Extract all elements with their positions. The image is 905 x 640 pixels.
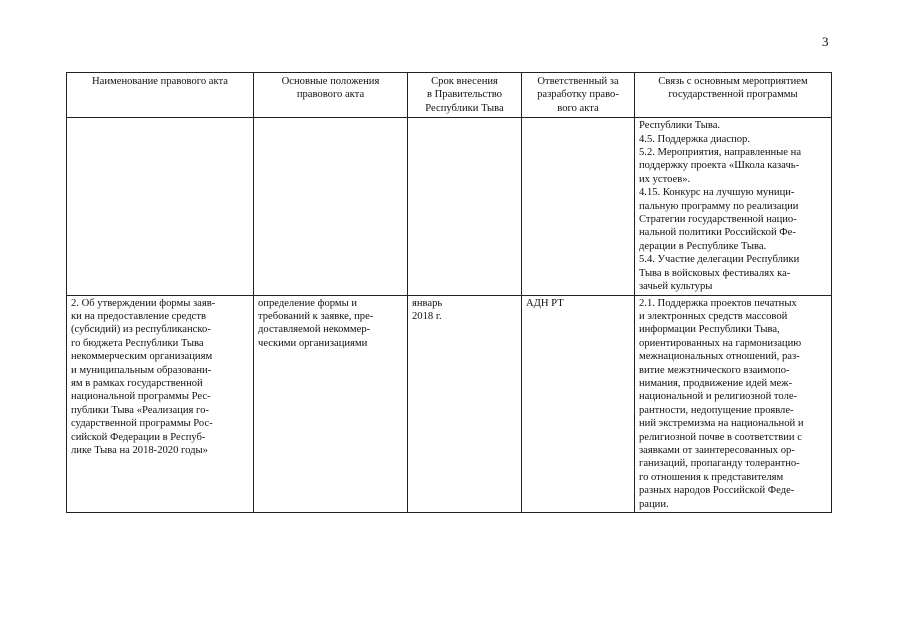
table-cell — [522, 118, 635, 295]
cell-line: межнациональных отношений, раз- — [639, 351, 800, 363]
header-text: вого акта — [557, 102, 599, 114]
cell-line: и электронных средств массовой — [639, 310, 788, 322]
cell-line: АДН РТ — [526, 297, 564, 309]
header-program-link — [635, 73, 832, 118]
cell-line: нимания, продвижение идей меж- — [639, 377, 793, 389]
cell-line: некоммерческим организациям — [71, 351, 213, 363]
table-cell-program-link — [635, 118, 832, 295]
table-cell — [254, 118, 408, 295]
cell-line: ям в рамках государственной — [71, 377, 203, 389]
cell-line: ки на предоставление средств — [71, 310, 206, 322]
cell-line: поддержку проекта «Школа казачь- — [639, 160, 800, 172]
header-text: государственной программы — [668, 89, 798, 101]
header-main-provisions — [254, 73, 408, 118]
table-row — [67, 295, 832, 513]
cell-line: го отношения к представителям — [639, 471, 784, 483]
cell-line: рантности, недопущение проявле- — [639, 404, 794, 416]
cell-line: 5.4. Участие делегации Республики — [639, 254, 800, 266]
table-cell-responsible — [522, 295, 635, 513]
cell-line: Тыва в войсковых фестивалях ка- — [639, 267, 791, 279]
table-cell — [67, 118, 254, 295]
cell-line: сударственной программы Рос- — [71, 418, 213, 430]
cell-line: и муниципальным образовани- — [71, 364, 212, 376]
header-text: Наименование правового акта — [92, 76, 228, 87]
cell-line: Стратегии государственной нацио- — [639, 214, 797, 226]
header-text: Связь с основным мероприятием — [658, 76, 808, 87]
cell-line: информации Республики Тыва, — [639, 324, 780, 336]
header-text: Ответственный за — [537, 76, 619, 87]
cell-line: заявками от заинтересованных ор- — [639, 444, 795, 456]
legal-acts-table — [66, 72, 832, 513]
cell-line: (субсидий) из республиканско- — [71, 324, 211, 336]
cell-line: их устоев». — [639, 173, 691, 185]
table-cell — [408, 118, 522, 295]
header-text: Срок внесения — [431, 76, 498, 87]
cell-line: требований к заявке, пре- — [258, 310, 374, 322]
cell-line: пальную программу по реализации — [639, 200, 799, 212]
cell-line: 2018 г. — [412, 310, 442, 322]
cell-line: национальной программы Рес- — [71, 391, 211, 403]
cell-line: ганизаций, пропаганду толерантно- — [639, 458, 800, 470]
cell-line: ориентированных на гармонизацию — [639, 337, 802, 349]
cell-line: национальной и религиозной толе- — [639, 391, 798, 403]
table-cell-program-link — [635, 295, 832, 513]
header-text: в Правительство — [427, 89, 502, 101]
cell-line: зачьей культуры — [639, 281, 713, 293]
cell-line: январь — [412, 297, 443, 309]
table-cell-deadline — [408, 295, 522, 513]
cell-line: ческими организациями — [258, 337, 368, 349]
table-row — [67, 118, 832, 295]
table-cell-main-provisions — [254, 295, 408, 513]
header-text: Основные положения — [281, 76, 380, 87]
header-text: Республики Тыва — [425, 102, 504, 114]
cell-line: 4.5. Поддержка диаспор. — [639, 133, 750, 145]
cell-line: Республики Тыва. — [639, 120, 721, 132]
cell-line: определение формы и — [258, 297, 358, 309]
header-responsible — [522, 73, 635, 118]
cell-line: ний экстремизма на национальной и — [639, 418, 804, 430]
table-cell-act-name — [67, 295, 254, 513]
cell-line: сийской Федерации в Респуб- — [71, 431, 206, 443]
cell-line: публики Тыва «Реализация го- — [71, 404, 209, 416]
cell-line: 4.15. Конкурс на лучшую муници- — [639, 187, 795, 199]
cell-line: дерации в Республике Тыва. — [639, 240, 767, 252]
cell-line: 5.2. Мероприятия, направленные на — [639, 147, 802, 159]
cell-line: 2.1. Поддержка проектов печатных — [639, 297, 797, 309]
cell-line: го бюджета Республики Тыва — [71, 337, 204, 349]
cell-line: разных народов Российской Феде- — [639, 485, 795, 497]
header-text: правового акта — [296, 89, 365, 101]
cell-line: 2. Об утверждении формы заяв- — [71, 297, 216, 309]
header-submission-deadline — [408, 73, 522, 118]
cell-line: рации. — [639, 498, 669, 510]
header-text: разработку право- — [537, 89, 619, 101]
cell-line: лике Тыва на 2018-2020 годы» — [71, 444, 208, 456]
cell-line: нальной политики Российской Фе- — [639, 227, 796, 239]
cell-line: доставляемой некоммер- — [258, 324, 371, 336]
header-act-name — [67, 73, 254, 118]
page-number: 3 — [822, 34, 829, 49]
cell-line: витие межэтнического взаимопо- — [639, 364, 790, 376]
table-header-row — [67, 73, 832, 118]
cell-line: религиозной почве в соответствии с — [639, 431, 802, 443]
